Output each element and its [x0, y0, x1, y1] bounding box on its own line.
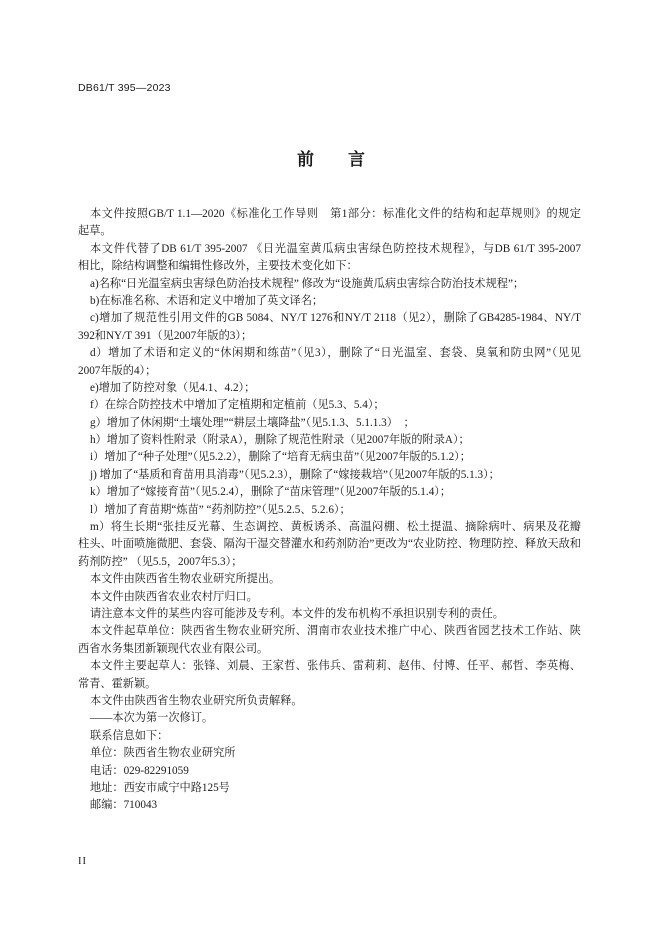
change-item-g	[78, 415, 581, 432]
text-line: 本文件由陕西省生物农业研究所提出。	[90, 573, 281, 586]
contact-postcode	[78, 797, 581, 814]
text-line: 请注意本文件的某些内容可能涉及专利。本文件的发布机构不承担识别专利的责任。	[90, 607, 504, 620]
text-line: j) 增加了“基质和育苗用具消毒”（见5.2.3），删除了“嫁接栽培”（见2007年版的5.1.3）；	[90, 468, 500, 481]
text-line: d）增加了术语和定义的“休闲期和练苗”（见3），删除了“日光温室、套袋、臭氧和防虫网”（见见	[90, 347, 581, 360]
text-line: 本文件主要起草人：张锋、刘晨、王家哲、张伟兵、雷莉莉、赵伟、付博、任平、郝哲、李英梅、	[90, 660, 581, 673]
text-line: 392和NY/T 391（见2007年版的3）；	[78, 329, 253, 342]
text-line: ——本次为第一次修订。	[90, 712, 214, 725]
change-item-j	[78, 467, 581, 484]
text-line: 相比，除结构调整和编辑性修改外，主要技术变化如下：	[78, 260, 358, 273]
contact-info-heading	[78, 728, 581, 745]
text-line: 邮编：710043	[90, 799, 158, 812]
text-line: 2007年版的4）；	[78, 364, 157, 377]
change-item-f	[78, 397, 581, 414]
change-item-e	[78, 380, 581, 397]
contact-unit	[78, 745, 581, 762]
text-line: c)增加了规范性引用文件的GB 5084、NY/T 1276和NY/T 2118（见2），删除了GB4285-1984、NY/T	[90, 312, 581, 325]
change-item-k	[78, 484, 581, 501]
change-item-l	[78, 502, 581, 519]
text-line: a)名称“日光温室病虫害绿色防治技术规程” 修改为“设施黄瓜病虫害综合防治技术规程”；	[90, 277, 525, 290]
administrative-unit-statement	[78, 589, 581, 606]
page-number: II	[78, 856, 87, 867]
patent-notice	[78, 606, 581, 623]
change-item-d	[78, 345, 581, 380]
text-line: 电话：029-82291059	[90, 764, 189, 777]
text-line: 常青、霍新颖。	[78, 677, 157, 690]
text-line: 本文件按照GB/T 1.1—2020《标准化工作导则 第1部分：标准化文件的结构和起草规则》的规定	[90, 208, 581, 220]
text-line: 柱头、叶面喷施微肥、套袋、隔沟干湿交替灌水和药剂防治”更改为“农业防控、物理防控、释放天敌和	[78, 538, 581, 551]
text-line: h）增加了资料性附录（附录A），删除了规范性附录（见2007年版的附录A）；	[90, 434, 470, 447]
text-line: 联系信息如下：	[90, 729, 169, 742]
text-line: 药剂防控” （见5.5，2007年5.3）；	[78, 555, 243, 568]
drafting-rules-statement	[78, 206, 581, 241]
change-item-a	[78, 276, 581, 293]
text-line: 本文件由陕西省生物农业研究所负责解释。	[90, 694, 303, 707]
contact-address	[78, 780, 581, 797]
text-line: 本文件代替了DB 61/T 395-2007 《日光温室黄瓜病虫害绿色防控技术规程》，与DB 61/T 395-2007	[90, 242, 581, 255]
text-line: m）将生长期“张挂反光幕、生态调控、黄板诱杀、高温闷棚、松土提温、摘除病叶、病果及花瓣	[90, 521, 581, 534]
principal-drafters	[78, 658, 581, 693]
change-item-b	[78, 293, 581, 310]
interpretation-statement	[78, 693, 581, 710]
replacement-statement	[78, 241, 581, 276]
text-line: f）在综合防控技术中增加了定植期和定植前（见5.3、5.4）；	[90, 399, 385, 412]
text-line: 本文件起草单位：陕西省生物农业研究所、渭南市农业技术推广中心、陕西省园艺技术工作站、陕	[90, 625, 581, 638]
revision-note	[78, 710, 581, 727]
foreword-title: 前 言	[297, 150, 365, 170]
text-line: 本文件由陕西省农业农村厅归口。	[90, 590, 258, 603]
proposer-statement	[78, 571, 581, 588]
text-line: b)在标准名称、术语和定义中增加了英文译名；	[90, 294, 324, 307]
change-item-h	[78, 432, 581, 449]
text-line: 单位：陕西省生物农业研究所	[90, 747, 236, 760]
text-line: 西省水务集团新颖现代农业有限公司。	[78, 642, 269, 655]
change-item-m	[78, 519, 581, 571]
drafting-units	[78, 623, 581, 658]
document-number-header: DB61/T 395—2023	[78, 82, 171, 94]
text-line: l）增加了育苗期“炼苗” “药剂防控”（见5.2.5、5.2.6）；	[90, 503, 351, 516]
change-item-i	[78, 449, 581, 466]
foreword-body	[78, 206, 581, 815]
text-line: 地址：西安市咸宁中路125号	[90, 781, 230, 794]
text-line: g）增加了休闲期“土壤处理”“耕层土壤降盐”（见5.1.3、5.1.1.3） ；	[90, 416, 415, 429]
text-line: e)增加了防控对象（见4.1、4.2）；	[90, 381, 256, 394]
text-line: i）增加了“种子处理”（见5.2.2），删除了“培育无病虫苗”（见2007年版的5.1.2）；	[90, 451, 471, 464]
text-line: k）增加了“嫁接育苗”（见5.2.4），删除了“苗床管理”（见2007年版的5.1.4）；	[90, 486, 452, 499]
text-line: 起草。	[78, 225, 112, 238]
change-item-c	[78, 310, 581, 345]
contact-phone	[78, 763, 581, 780]
